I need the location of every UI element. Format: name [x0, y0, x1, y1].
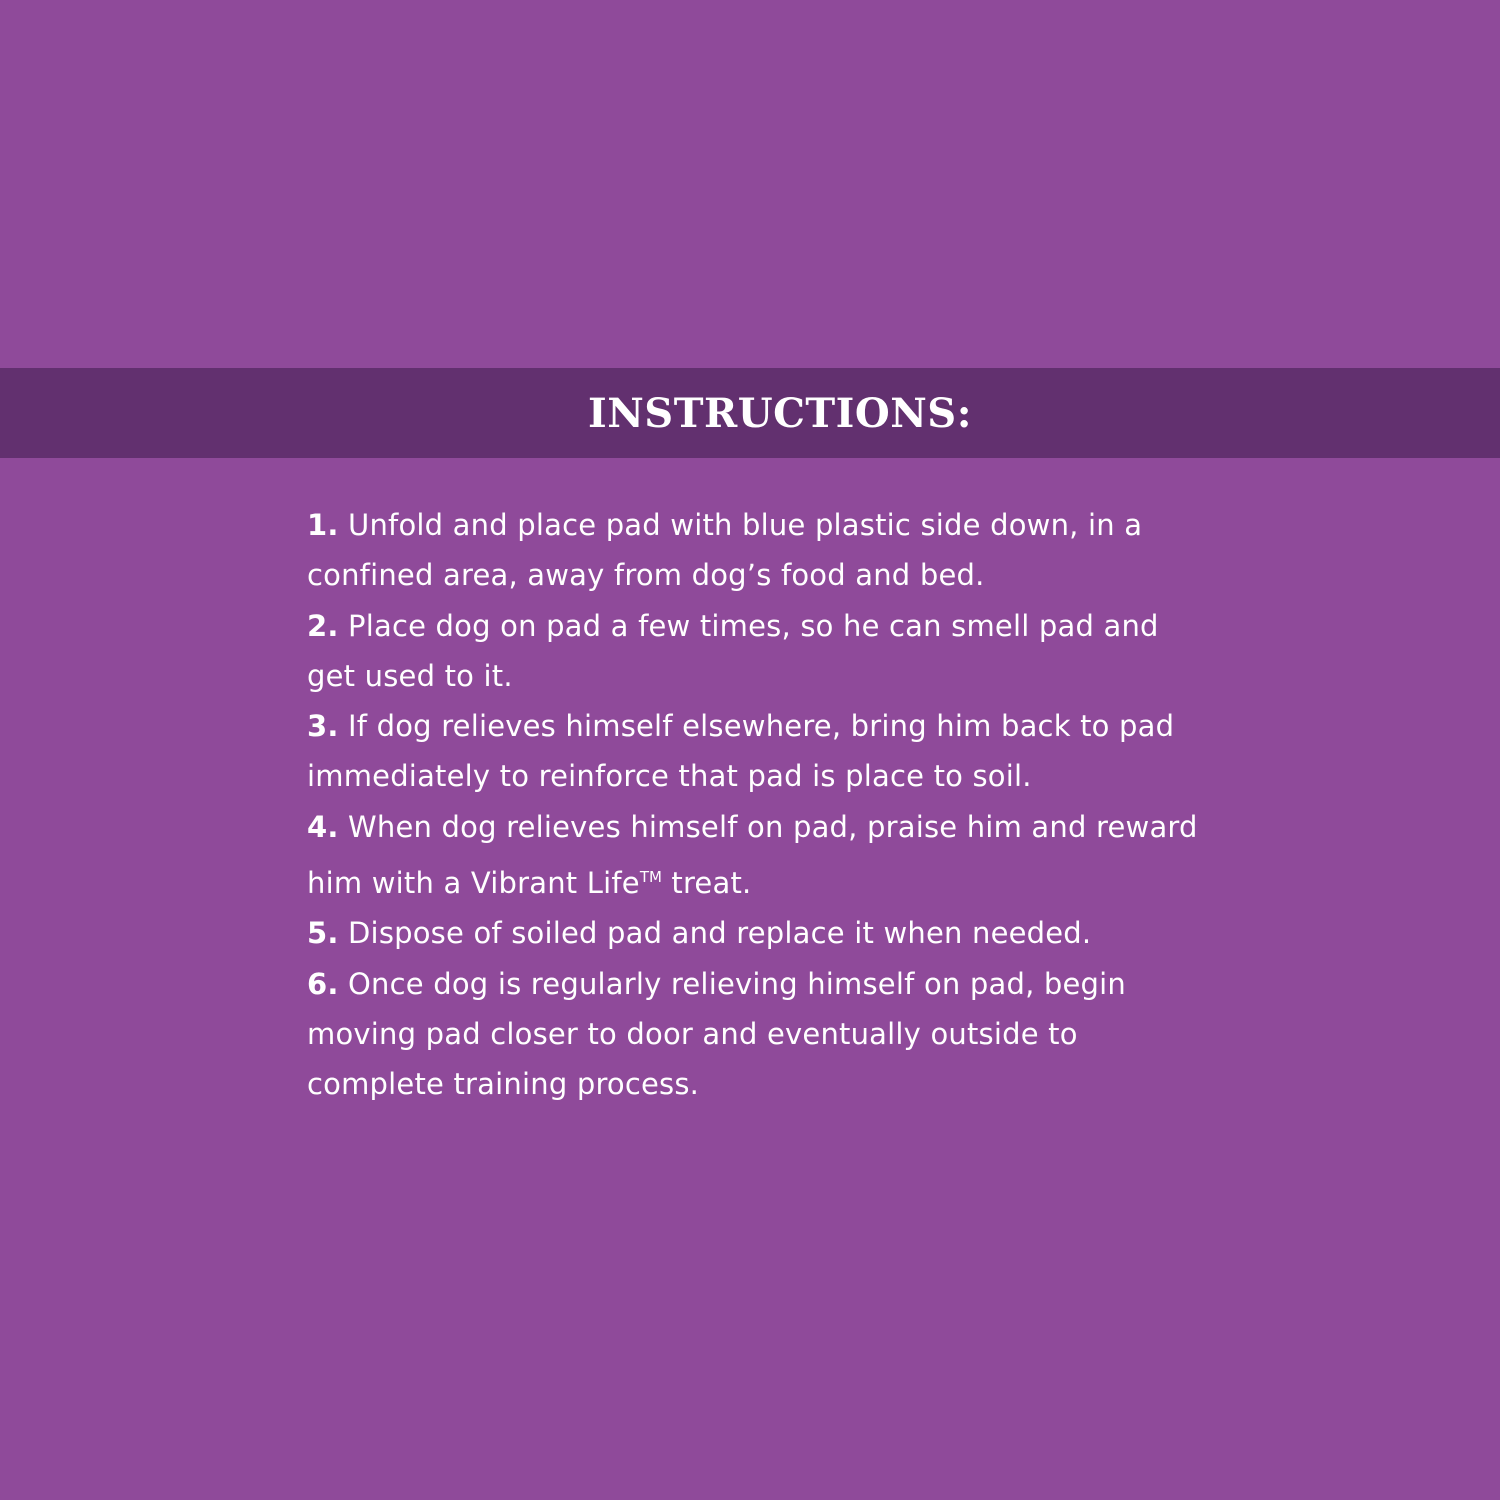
instruction-step-2: [307, 601, 1207, 702]
step-text-after: treat.: [661, 866, 752, 901]
step-text: Once dog is regularly relieving himself on pad, begin moving pad closer to door and eventually outside to complete training process.: [307, 966, 1126, 1102]
instructions-title: INSTRUCTIONS:: [588, 390, 972, 437]
step-text: If dog relieves himself elsewhere, bring him back to pad immediately to reinforce that pad is place to soil.: [307, 709, 1175, 794]
step-text: Place dog on pad a few times, so he can smell pad and get used to it.: [307, 608, 1159, 693]
step-number: 1.: [307, 508, 339, 542]
step-number: 2.: [307, 608, 339, 643]
step-number: 6.: [307, 966, 339, 1001]
instructions-list: [307, 500, 1207, 1110]
step-text: Unfold and place pad with blue plastic side down, in a confined area, away from dog’s food and bed.: [307, 508, 1143, 593]
instruction-step-4: [307, 802, 1207, 909]
trademark-mark: TM: [639, 868, 662, 887]
instruction-step-1: [307, 500, 1207, 601]
step-text: When dog relieves himself on pad, praise him and reward him with a Vibrant Life: [307, 809, 1198, 901]
instruction-step-6: [307, 959, 1207, 1110]
step-number: 4.: [307, 809, 339, 844]
step-number: 5.: [307, 916, 339, 951]
instruction-step-5: [307, 908, 1207, 958]
step-number: 3.: [307, 709, 339, 744]
step-text: Dispose of soiled pad and replace it when needed.: [348, 916, 1092, 951]
instruction-step-3: [307, 701, 1207, 802]
instructions-banner: [0, 368, 1500, 458]
